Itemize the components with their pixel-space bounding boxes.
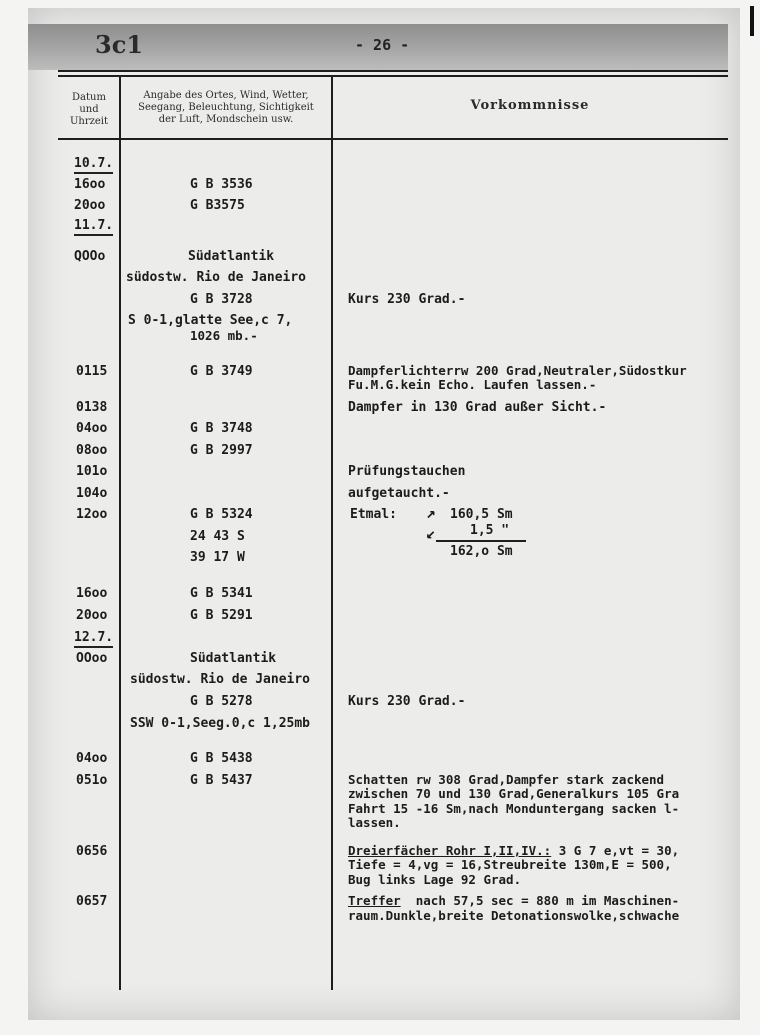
date-entry bbox=[74, 218, 113, 233]
grid-square: G B 3749 bbox=[190, 364, 253, 379]
time-entry: 08oo bbox=[76, 443, 108, 458]
time-entry: 0656 bbox=[76, 844, 108, 859]
time-entry: 0138 bbox=[76, 400, 108, 415]
weather-line: 1026 mb.- bbox=[190, 328, 258, 343]
grid-square: G B 5438 bbox=[190, 751, 253, 766]
event-text: Fu.M.G.kein Echo. Laufen lassen.- bbox=[348, 377, 597, 392]
date-entry bbox=[74, 156, 113, 171]
event-text bbox=[348, 844, 679, 858]
grid-square: G B 5278 bbox=[190, 694, 253, 709]
grid-square: G B 3728 bbox=[190, 292, 253, 307]
time-entry: 20oo bbox=[74, 198, 106, 213]
scan-edge-mark bbox=[750, 6, 754, 36]
event-text: Dampfer in 130 Grad außer Sicht.- bbox=[348, 400, 607, 415]
time-entry: QOOo bbox=[74, 249, 106, 264]
grid-square: G B 5324 bbox=[190, 507, 253, 522]
event-text: Kurs 230 Grad.- bbox=[348, 292, 466, 307]
time-entry: 104o bbox=[76, 486, 108, 501]
top-rule bbox=[58, 70, 728, 72]
corner-mark: 3c1 bbox=[95, 30, 144, 59]
event-text: raum.Dunkle,breite Detonationswolke,schwache bbox=[348, 908, 680, 923]
column-divider-2 bbox=[331, 75, 333, 990]
time-entry: 16oo bbox=[76, 586, 108, 601]
event-text: lassen. bbox=[348, 815, 401, 830]
grid-square: G B3575 bbox=[190, 198, 245, 213]
sea-area: Südatlantik bbox=[188, 249, 275, 264]
weather-line: SSW 0-1,Seeg.0,c 1,25mb bbox=[130, 716, 311, 731]
time-entry: 12oo bbox=[76, 507, 108, 522]
position-description: südostw. Rio de Janeiro bbox=[130, 672, 311, 687]
etmal-value: 160,5 Sm bbox=[450, 507, 513, 522]
event-text: Bug links Lage 92 Grad. bbox=[348, 872, 522, 887]
grid-square: G B 2997 bbox=[190, 443, 253, 458]
longitude: 39 17 W bbox=[190, 550, 245, 565]
header-datum-line: Datum bbox=[72, 92, 106, 103]
time-entry: 20oo bbox=[76, 608, 108, 623]
header-bottom-rule bbox=[58, 138, 728, 140]
header-vorkommnisse: Vorkommnisse bbox=[470, 98, 590, 113]
date-label: 12.7. bbox=[74, 630, 113, 648]
etmal-value: 162,o Sm bbox=[450, 544, 513, 559]
header-datum-line: Uhrzeit bbox=[69, 116, 109, 127]
time-entry: OOoo bbox=[76, 651, 108, 666]
date-label: 10.7. bbox=[74, 156, 113, 174]
arrow-down-icon: ↙ bbox=[426, 523, 436, 542]
header-angabe-line: Seegang, Beleuchtung, Sichtigkeit bbox=[138, 102, 314, 113]
event-text-rest: 3 G 7 e,vt = 30, bbox=[551, 843, 680, 858]
etmal-label: Etmal: bbox=[350, 507, 397, 522]
header-angabe-line: Angabe des Ortes, Wind, Wetter, bbox=[143, 90, 309, 101]
header-datum-line: und bbox=[79, 104, 99, 115]
latitude: 24 43 S bbox=[190, 529, 245, 544]
time-entry: 0115 bbox=[76, 364, 108, 379]
grid-square: G B 5341 bbox=[190, 586, 253, 601]
header-datum bbox=[60, 92, 118, 128]
event-text: Tiefe = 4,vg = 16,Streubreite 130m,E = 500, bbox=[348, 857, 672, 872]
event-text: Kurs 230 Grad.- bbox=[348, 694, 466, 709]
time-entry: 101o bbox=[76, 464, 108, 479]
event-heading: Dreierfächer Rohr I,II,IV.: bbox=[348, 843, 552, 858]
sum-rule bbox=[436, 540, 526, 542]
sea-area: Südatlantik bbox=[190, 651, 277, 666]
column-divider-1 bbox=[119, 75, 121, 990]
header-angabe bbox=[122, 90, 330, 126]
weather-line: S 0-1,glatte See,c 7, bbox=[128, 313, 293, 328]
event-text-rest: nach 57,5 sec = 880 m im Maschinen- bbox=[400, 893, 680, 908]
event-text: aufgetaucht.- bbox=[348, 486, 450, 501]
event-heading: Treffer bbox=[348, 893, 401, 908]
grid-square: G B 3748 bbox=[190, 421, 253, 436]
time-entry: 051o bbox=[76, 773, 108, 788]
top-rule-2 bbox=[58, 75, 728, 77]
date-label: 11.7. bbox=[74, 218, 113, 236]
event-text: Prüfungstauchen bbox=[348, 464, 466, 479]
grid-square: G B 3536 bbox=[190, 177, 253, 192]
grid-square: G B 5437 bbox=[190, 773, 253, 788]
position-description: südostw. Rio de Janeiro bbox=[126, 270, 307, 285]
event-text: Fahrt 15 -16 Sm,nach Monduntergang sacken l- bbox=[348, 801, 680, 816]
time-entry: 04oo bbox=[76, 421, 108, 436]
etmal-value: 1,5 " bbox=[470, 523, 510, 538]
time-entry: 0657 bbox=[76, 894, 108, 909]
grid-square: G B 5291 bbox=[190, 608, 253, 623]
event-text: Dampferlichterrw 200 Grad,Neutraler,Südostkur bbox=[348, 363, 687, 378]
time-entry: 04oo bbox=[76, 751, 108, 766]
event-text: zwischen 70 und 130 Grad,Generalkurs 105 Gra bbox=[348, 786, 680, 801]
arrow-up-icon: ↗ bbox=[426, 503, 436, 522]
date-entry bbox=[74, 630, 113, 645]
header-angabe-line: der Luft, Mondschein usw. bbox=[158, 114, 294, 125]
time-entry: 16oo bbox=[74, 177, 106, 192]
event-text bbox=[348, 894, 679, 908]
event-text: Schatten rw 308 Grad,Dampfer stark zackend bbox=[348, 772, 665, 787]
page-number: - 26 - bbox=[355, 36, 410, 54]
